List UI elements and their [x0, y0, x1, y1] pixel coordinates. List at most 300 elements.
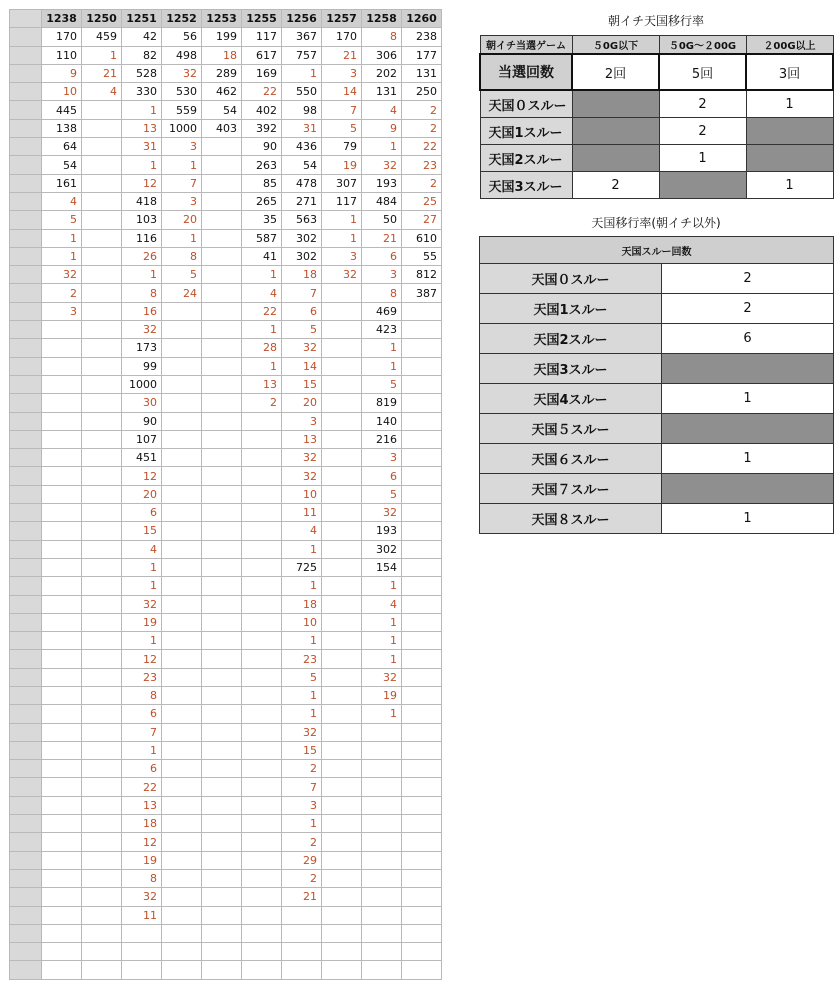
game-count-cell: [82, 229, 122, 247]
game-count-cell: 1: [242, 266, 282, 284]
game-count-cell: [162, 595, 202, 613]
game-count-cell: 5: [282, 321, 322, 339]
game-count-cell: [42, 412, 82, 430]
game-count-cell: 131: [402, 64, 442, 82]
row-index-header: [10, 10, 42, 28]
game-count-cell: 8: [122, 686, 162, 704]
game-count-cell: [202, 723, 242, 741]
game-count-cell: 610: [402, 229, 442, 247]
game-count-cell: [82, 357, 122, 375]
game-count-cell: [42, 686, 82, 704]
game-count-cell: [322, 869, 362, 887]
game-count-cell: 117: [322, 192, 362, 210]
game-count-cell: 32: [42, 266, 82, 284]
row-index-cell: [10, 760, 42, 778]
game-count-cell: 2: [402, 174, 442, 192]
game-count-cell: [402, 540, 442, 558]
game-count-cell: [242, 577, 282, 595]
other-heaven-title: 天国移行率(朝イチ以外): [591, 216, 721, 230]
game-count-cell: [82, 119, 122, 137]
game-count-cell: [362, 888, 402, 906]
game-count-cell: [162, 943, 202, 961]
game-count-cell: [322, 961, 362, 979]
game-count-cell: 3: [282, 412, 322, 430]
game-count-cell: [82, 375, 122, 393]
game-count-cell: 1: [282, 815, 322, 833]
game-count-cell: [322, 522, 362, 540]
game-count-cell: 250: [402, 83, 442, 101]
game-count-cell: [162, 577, 202, 595]
game-count-cell: [162, 540, 202, 558]
table-row: [10, 741, 442, 759]
game-count-cell: [402, 632, 442, 650]
row-index-cell: [10, 449, 42, 467]
game-count-cell: 4: [362, 595, 402, 613]
game-count-cell: 451: [122, 449, 162, 467]
game-count-cell: 367: [282, 28, 322, 46]
game-count-cell: [42, 943, 82, 961]
machine-number-header: 1238: [42, 10, 82, 28]
game-count-cell: [42, 449, 82, 467]
game-count-cell: 173: [122, 339, 162, 357]
game-count-cell: [42, 558, 82, 576]
game-count-cell: 27: [402, 211, 442, 229]
game-count-cell: 418: [122, 192, 162, 210]
game-count-cell: 32: [122, 888, 162, 906]
table-row: [10, 375, 442, 393]
game-count-cell: [82, 504, 122, 522]
game-count-cell: 1: [282, 705, 322, 723]
game-count-cell: 4: [122, 540, 162, 558]
game-count-cell: [202, 705, 242, 723]
asa-ichi-row-label: 天国3スルー: [480, 172, 572, 199]
table-row: [10, 211, 442, 229]
game-count-cell: 15: [282, 741, 322, 759]
row-index-cell: [10, 119, 42, 137]
game-count-cell: 26: [122, 247, 162, 265]
game-count-cell: 271: [282, 192, 322, 210]
empty-gray-cell: [659, 172, 746, 199]
row-index-cell: [10, 924, 42, 942]
game-count-cell: [282, 943, 322, 961]
row-index-cell: [10, 686, 42, 704]
game-count-cell: [42, 522, 82, 540]
game-count-cell: [402, 577, 442, 595]
game-count-cell: [82, 156, 122, 174]
game-count-cell: [82, 247, 122, 265]
row-index-cell: [10, 504, 42, 522]
game-count-cell: [42, 668, 82, 686]
row-index-cell: [10, 741, 42, 759]
game-count-cell: [162, 302, 202, 320]
machine-number-header: 1251: [122, 10, 162, 28]
row-index-cell: [10, 156, 42, 174]
other-row-label: 天国５スルー: [480, 414, 662, 444]
game-count-cell: 21: [362, 229, 402, 247]
game-count-cell: 20: [122, 485, 162, 503]
game-count-cell: 85: [242, 174, 282, 192]
game-count-cell: 1: [282, 540, 322, 558]
game-count-cell: 7: [322, 101, 362, 119]
game-count-cell: [202, 558, 242, 576]
game-count-cell: [162, 778, 202, 796]
game-count-cell: 31: [122, 138, 162, 156]
game-count-cell: [42, 723, 82, 741]
game-count-cell: [82, 815, 122, 833]
table-row: [10, 485, 442, 503]
game-count-cell: [322, 412, 362, 430]
game-count-cell: 1: [322, 211, 362, 229]
asa-ichi-count-row: [480, 54, 833, 90]
game-count-cell: [162, 632, 202, 650]
game-count-cell: [242, 613, 282, 631]
game-count-cell: [202, 815, 242, 833]
game-count-cell: 1: [122, 558, 162, 576]
game-count-cell: 423: [362, 321, 402, 339]
game-count-cell: 8: [122, 869, 162, 887]
game-count-cell: [122, 961, 162, 979]
game-count-cell: [42, 430, 82, 448]
game-count-cell: [242, 412, 282, 430]
table-row: [10, 577, 442, 595]
game-count-cell: 1: [162, 156, 202, 174]
game-count-cell: [242, 668, 282, 686]
asa-ichi-count-value: 2回: [572, 54, 659, 90]
machine-number-header: 1252: [162, 10, 202, 28]
game-count-cell: 32: [362, 504, 402, 522]
row-index-cell: [10, 906, 42, 924]
game-count-cell: 1: [282, 632, 322, 650]
game-count-cell: [202, 485, 242, 503]
game-count-cell: 19: [362, 686, 402, 704]
game-count-cell: [362, 833, 402, 851]
game-count-cell: [82, 430, 122, 448]
game-count-cell: [162, 760, 202, 778]
game-count-cell: [202, 266, 242, 284]
game-count-cell: 23: [282, 650, 322, 668]
game-count-cell: [162, 430, 202, 448]
game-count-cell: [402, 613, 442, 631]
game-count-cell: [162, 357, 202, 375]
game-count-cell: 202: [362, 64, 402, 82]
game-count-cell: 1000: [162, 119, 202, 137]
row-index-cell: [10, 522, 42, 540]
table-row: [10, 28, 442, 46]
game-count-cell: [202, 869, 242, 887]
machine-number-header: 1260: [402, 10, 442, 28]
row-index-cell: [10, 247, 42, 265]
game-count-cell: [242, 723, 282, 741]
other-row: [480, 474, 834, 504]
game-count-cell: 90: [242, 138, 282, 156]
game-count-cell: [42, 485, 82, 503]
machine-number-header-row: [10, 10, 442, 28]
game-count-cell: [242, 430, 282, 448]
game-count-cell: 20: [162, 211, 202, 229]
game-count-cell: 550: [282, 83, 322, 101]
game-count-cell: [202, 888, 242, 906]
game-count-cell: 3: [362, 449, 402, 467]
game-count-cell: [82, 449, 122, 467]
other-row-label: 天国６スルー: [480, 444, 662, 474]
game-count-cell: [202, 796, 242, 814]
game-count-cell: 1: [162, 229, 202, 247]
game-count-cell: 193: [362, 174, 402, 192]
row-index-cell: [10, 375, 42, 393]
table-row: [10, 247, 442, 265]
table-row: [10, 46, 442, 64]
machine-number-header: 1250: [82, 10, 122, 28]
game-count-cell: 302: [362, 540, 402, 558]
row-index-cell: [10, 28, 42, 46]
game-count-cell: 13: [122, 119, 162, 137]
game-count-cell: 1: [42, 247, 82, 265]
row-index-cell: [10, 668, 42, 686]
game-count-cell: 21: [282, 888, 322, 906]
game-count-cell: [42, 869, 82, 887]
game-count-cell: [202, 302, 242, 320]
asa-ichi-count-value: 3回: [746, 54, 833, 90]
game-count-cell: [402, 851, 442, 869]
row-index-cell: [10, 339, 42, 357]
game-count-cell: [202, 247, 242, 265]
game-count-cell: [42, 577, 82, 595]
game-count-cell: [82, 760, 122, 778]
game-count-cell: 42: [122, 28, 162, 46]
game-count-cell: [322, 668, 362, 686]
machine-number-header: 1255: [242, 10, 282, 28]
game-count-cell: 11: [122, 906, 162, 924]
game-count-cell: 4: [242, 284, 282, 302]
game-count-cell: [202, 156, 242, 174]
game-count-cell: 1: [242, 321, 282, 339]
game-count-cell: [322, 394, 362, 412]
game-count-cell: 559: [162, 101, 202, 119]
game-count-cell: [282, 924, 322, 942]
game-count-cell: [322, 632, 362, 650]
game-count-cell: 6: [362, 467, 402, 485]
game-count-cell: [82, 101, 122, 119]
game-count-cell: [82, 705, 122, 723]
game-count-cell: [402, 339, 442, 357]
game-count-cell: 3: [322, 64, 362, 82]
game-count-cell: [162, 961, 202, 979]
game-count-cell: 1000: [122, 375, 162, 393]
game-count-cell: [202, 138, 242, 156]
machine-number-header: 1258: [362, 10, 402, 28]
table-row: [10, 650, 442, 668]
game-count-cell: [242, 485, 282, 503]
game-count-cell: 19: [322, 156, 362, 174]
asa-ichi-value: 2: [572, 172, 659, 199]
game-count-cell: [42, 595, 82, 613]
game-count-cell: [402, 741, 442, 759]
game-count-cell: [162, 485, 202, 503]
game-count-cell: 1: [362, 577, 402, 595]
other-row-label: 天国０スルー: [480, 264, 662, 294]
game-count-cell: [322, 375, 362, 393]
row-index-cell: [10, 778, 42, 796]
game-count-cell: 1: [122, 632, 162, 650]
table-row: [10, 504, 442, 522]
row-index-cell: [10, 943, 42, 961]
table-row: [10, 192, 442, 210]
game-count-cell: [322, 888, 362, 906]
asa-ichi-count-label: 当選回数: [480, 54, 572, 90]
game-count-cell: 1: [362, 613, 402, 631]
asa-ichi-row: [480, 172, 833, 199]
other-row: [480, 264, 834, 294]
game-count-cell: 2: [242, 394, 282, 412]
game-count-cell: 1: [122, 266, 162, 284]
game-count-cell: [162, 339, 202, 357]
game-count-cell: [42, 339, 82, 357]
game-count-cell: [322, 449, 362, 467]
game-count-cell: [42, 961, 82, 979]
game-count-cell: [202, 174, 242, 192]
game-count-cell: 563: [282, 211, 322, 229]
other-row: [480, 504, 834, 534]
game-count-cell: [242, 686, 282, 704]
game-count-cell: [242, 833, 282, 851]
game-count-cell: 7: [122, 723, 162, 741]
table-row: [10, 668, 442, 686]
game-count-cell: [362, 723, 402, 741]
game-count-cell: 9: [362, 119, 402, 137]
game-count-cell: [202, 760, 242, 778]
row-index-cell: [10, 192, 42, 210]
game-count-cell: 812: [402, 266, 442, 284]
table-row: [10, 558, 442, 576]
game-count-cell: [402, 888, 442, 906]
row-index-cell: [10, 888, 42, 906]
game-count-cell: 528: [122, 64, 162, 82]
game-count-cell: [322, 357, 362, 375]
row-index-cell: [10, 650, 42, 668]
row-index-cell: [10, 229, 42, 247]
slot-data-sheet: [9, 9, 442, 980]
game-count-cell: [242, 760, 282, 778]
game-count-cell: [282, 961, 322, 979]
game-count-cell: 117: [242, 28, 282, 46]
game-count-cell: [322, 339, 362, 357]
game-count-cell: [402, 924, 442, 942]
game-count-cell: [42, 741, 82, 759]
game-count-cell: 23: [402, 156, 442, 174]
table-row: [10, 522, 442, 540]
game-count-cell: [202, 357, 242, 375]
game-count-cell: [202, 394, 242, 412]
game-count-cell: 98: [282, 101, 322, 119]
table-row: [10, 595, 442, 613]
game-count-cell: [42, 632, 82, 650]
table-row: [10, 83, 442, 101]
game-count-cell: 32: [282, 449, 322, 467]
game-count-cell: 138: [42, 119, 82, 137]
game-count-cell: [42, 375, 82, 393]
game-count-cell: [402, 778, 442, 796]
game-count-cell: 1: [42, 229, 82, 247]
empty-gray-cell: [572, 118, 659, 145]
game-count-cell: 2: [282, 869, 322, 887]
game-count-cell: [362, 961, 402, 979]
game-count-cell: [82, 339, 122, 357]
other-row-label: 天国3スルー: [480, 354, 662, 384]
other-row: [480, 324, 834, 354]
game-count-cell: [402, 869, 442, 887]
table-row: [10, 796, 442, 814]
table-row: [10, 924, 442, 942]
table-row: [10, 540, 442, 558]
game-count-cell: [42, 851, 82, 869]
game-count-cell: [242, 650, 282, 668]
game-count-cell: [82, 924, 122, 942]
other-value: 2: [662, 264, 834, 294]
game-count-cell: 55: [402, 247, 442, 265]
game-count-cell: [242, 741, 282, 759]
other-header: 天国スルー回数: [480, 237, 834, 264]
game-count-cell: [402, 961, 442, 979]
game-count-cell: [202, 540, 242, 558]
game-count-cell: [242, 796, 282, 814]
game-count-cell: [162, 815, 202, 833]
table-row: [10, 833, 442, 851]
row-index-cell: [10, 394, 42, 412]
game-count-cell: [202, 412, 242, 430]
game-count-cell: [82, 613, 122, 631]
game-count-cell: 18: [122, 815, 162, 833]
game-count-cell: [42, 888, 82, 906]
game-count-cell: [242, 851, 282, 869]
game-count-cell: [362, 778, 402, 796]
asa-ichi-value: 1: [746, 172, 833, 199]
game-count-cell: 18: [282, 595, 322, 613]
game-count-cell: 22: [242, 83, 282, 101]
game-count-cell: 498: [162, 46, 202, 64]
game-count-cell: [242, 815, 282, 833]
row-index-cell: [10, 558, 42, 576]
table-row: [10, 467, 442, 485]
table-row: [10, 156, 442, 174]
game-count-cell: 7: [282, 778, 322, 796]
game-count-cell: 35: [242, 211, 282, 229]
game-count-cell: [202, 943, 242, 961]
game-count-cell: 90: [122, 412, 162, 430]
row-index-cell: [10, 851, 42, 869]
game-count-cell: 6: [362, 247, 402, 265]
game-count-cell: [242, 467, 282, 485]
asa-ichi-heaven-table: [479, 35, 834, 199]
asa-ichi-header-row: [480, 36, 833, 55]
game-count-cell: [322, 851, 362, 869]
game-count-cell: 32: [162, 64, 202, 82]
game-count-cell: [242, 540, 282, 558]
row-index-cell: [10, 83, 42, 101]
game-count-cell: [82, 741, 122, 759]
game-count-cell: [162, 686, 202, 704]
game-count-cell: 22: [122, 778, 162, 796]
game-count-cell: 1: [362, 138, 402, 156]
game-count-cell: 12: [122, 174, 162, 192]
game-count-cell: [242, 924, 282, 942]
table-row: [10, 632, 442, 650]
table-row: [10, 302, 442, 320]
game-count-cell: [82, 558, 122, 576]
game-count-cell: [202, 595, 242, 613]
game-count-cell: [402, 449, 442, 467]
game-count-cell: [82, 943, 122, 961]
game-count-cell: 12: [122, 833, 162, 851]
